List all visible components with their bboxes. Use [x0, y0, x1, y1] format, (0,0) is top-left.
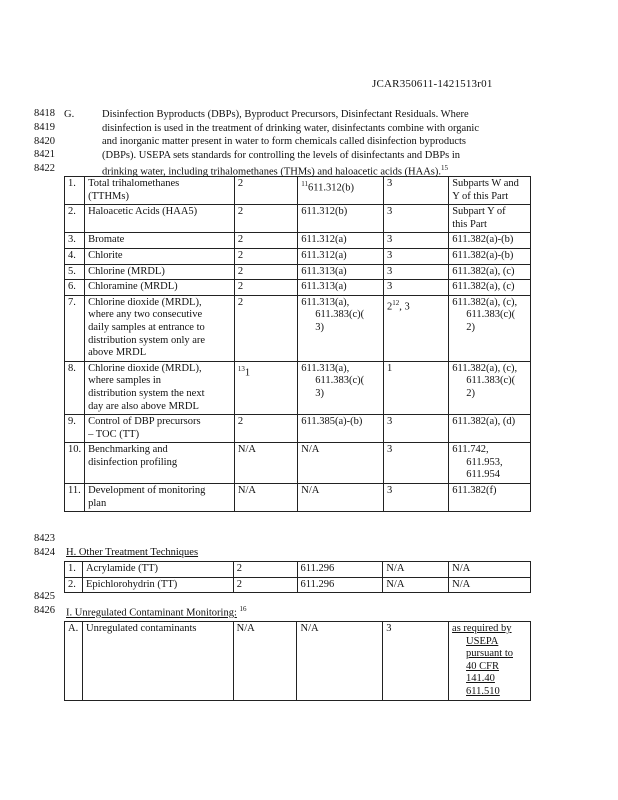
cell-line: 611.382(a)-(b)	[452, 249, 514, 261]
cell-line: 611.510	[466, 685, 500, 697]
rule-ref-cell	[449, 177, 531, 205]
table-cell: N/A	[449, 577, 531, 593]
cell-line: Haloacetic Acids (HAA5)	[88, 206, 198, 218]
cell-text: 2	[237, 265, 244, 277]
cell-line: 611.382(a), (c)	[452, 281, 515, 293]
table-cell: N/A	[297, 622, 383, 701]
table-cell: A.	[65, 622, 83, 701]
cell-line: Chlorine (MRDL)	[88, 265, 165, 277]
cell-line: 611.383(c)(	[315, 309, 365, 321]
cell-text: , 3	[399, 301, 410, 313]
reporting-cell	[383, 177, 448, 205]
cell-text: 3	[386, 234, 393, 246]
frequency-cell	[234, 280, 297, 296]
table-cell: 1.	[65, 562, 83, 578]
contaminant-name	[85, 248, 235, 264]
reporting-cell	[383, 264, 448, 280]
section-h-title: H. Other Treatment Techniques	[66, 547, 199, 558]
contaminant-name	[85, 295, 235, 361]
cell-line: this Part	[452, 218, 487, 230]
paragraph-line: Disinfection Byproducts (DBPs), Byproduct Precursors, Disinfectant Residuals. Where	[102, 109, 469, 120]
frequency-cell	[234, 295, 297, 361]
rule-ref-cell	[449, 264, 531, 280]
cell-text: 3	[386, 249, 393, 261]
cell-line: 611.313(a),	[301, 296, 350, 308]
cell-text: 3	[386, 178, 393, 189]
section-ref-cell	[298, 361, 384, 414]
section-ref-cell	[298, 295, 384, 361]
cell-line: Subpart Y of	[452, 206, 506, 218]
cell-text: 2	[237, 296, 244, 308]
rule-ref-cell	[449, 248, 531, 264]
cell-line: 2)	[466, 321, 475, 333]
cell-text: 1	[386, 362, 393, 374]
contaminant-name	[85, 233, 235, 249]
line-number: 8424	[34, 547, 55, 558]
cell-line: 611.312(a)	[301, 234, 347, 246]
row-number: 7.	[65, 295, 85, 361]
cell-line: Subparts W and	[452, 178, 519, 189]
table-cell: 611.296	[297, 577, 383, 593]
table-cell: N/A	[233, 622, 297, 701]
rule-ref-cell	[449, 205, 531, 233]
table-row	[65, 264, 531, 280]
dbp-table	[64, 176, 531, 512]
cell-line: pursuant to	[466, 648, 513, 660]
contaminant-name	[85, 443, 235, 484]
cell-line: 141.40	[466, 673, 495, 685]
cell-text: 2	[237, 281, 244, 293]
cell-line: 611.382(f)	[452, 485, 497, 497]
rule-ref-cell	[449, 233, 531, 249]
frequency-cell	[234, 415, 297, 443]
row-number: 10.	[65, 443, 85, 484]
unregulated-table	[64, 621, 531, 701]
cell-line: where any two consecutive	[88, 309, 203, 321]
table-row	[65, 295, 531, 361]
footnote-ref: 11	[301, 180, 309, 188]
cell-line: 611.385(a)-(b)	[301, 416, 363, 428]
cell-line: day are also above MRDL	[88, 400, 199, 412]
cell-line: 611.382(a), (d)	[452, 416, 516, 428]
table-row	[65, 484, 531, 512]
cell-text: 2	[237, 249, 244, 261]
row-number: 6.	[65, 280, 85, 296]
line-number: 8419	[34, 122, 55, 133]
cell-line: Chlorine dioxide (MRDL),	[88, 296, 202, 308]
cell-line: daily samples at entrance to	[88, 321, 205, 333]
cell-line: 611.313(a)	[301, 281, 347, 293]
cell-line: above MRDL	[88, 347, 147, 359]
cell-line: 611.382(a), (c)	[452, 265, 515, 277]
section-ref-cell	[298, 415, 384, 443]
row-number: 11.	[65, 484, 85, 512]
frequency-cell	[234, 248, 297, 264]
cell-text: 2	[237, 416, 244, 428]
contaminant-name	[85, 361, 235, 414]
cell-line: (TTHMs)	[88, 190, 129, 202]
table-row	[65, 415, 531, 443]
table-cell: Epichlorohydrin (TT)	[82, 577, 233, 593]
cell-text: 3	[386, 265, 393, 277]
cell-line: Benchmarking and	[88, 444, 168, 456]
table-cell: N/A	[449, 562, 531, 578]
table-cell: N/A	[383, 562, 449, 578]
row-number: 3.	[65, 233, 85, 249]
cell-line: 2)	[466, 387, 475, 399]
contaminant-name	[85, 264, 235, 280]
frequency-cell	[234, 233, 297, 249]
rule-ref-cell	[449, 415, 531, 443]
contaminant-name	[85, 415, 235, 443]
section-ref-cell	[298, 205, 384, 233]
cell-line: 611.953,	[466, 456, 503, 468]
reporting-cell	[383, 248, 448, 264]
cell-line: 611.383(c)(	[315, 375, 365, 387]
cell-text: 3	[386, 444, 393, 456]
frequency-cell	[234, 484, 297, 512]
table-row	[65, 177, 531, 205]
frequency-cell	[234, 443, 297, 484]
footnote-ref: 12	[392, 298, 400, 307]
table-row	[65, 622, 531, 701]
reporting-cell	[383, 233, 448, 249]
reporting-cell	[383, 443, 448, 484]
cell-text: 611.312(b)	[308, 182, 354, 194]
line-number: 8426	[34, 605, 55, 616]
table-row	[65, 233, 531, 249]
table-cell: N/A	[383, 577, 449, 593]
cell-line: as required by	[452, 623, 512, 634]
cell-line: Chlorite	[88, 249, 123, 261]
reporting-cell	[383, 415, 448, 443]
cell-line: Chlorine dioxide (MRDL),	[88, 362, 202, 374]
section-i-title: I. Unregulated Contaminant Monitoring: $^{16}$	[66, 605, 247, 619]
paragraph-line: disinfection is used in the treatment of drinking water, disinfectants combine with organic	[102, 122, 480, 134]
cell-text: 2	[237, 178, 244, 189]
cell-line: 611.383(c)(	[466, 309, 516, 321]
cell-text: 2	[237, 206, 244, 218]
cell-line: 611.382(a), (c),	[452, 296, 518, 308]
section-ref-cell	[298, 280, 384, 296]
frequency-cell	[234, 361, 297, 414]
cell-line: N/A	[301, 444, 320, 456]
cell-line: 611.954	[466, 469, 500, 481]
row-number: 8.	[65, 361, 85, 414]
cell-line: 3)	[315, 321, 325, 333]
table-row	[65, 562, 531, 578]
cell-line: 611.382(a)-(b)	[452, 234, 514, 246]
section-ref-cell	[298, 248, 384, 264]
table-row	[65, 443, 531, 484]
cell-text: 1	[244, 367, 251, 379]
reporting-cell	[383, 484, 448, 512]
cell-line: distribution system the next	[88, 387, 205, 399]
line-number: 8423	[34, 533, 55, 544]
cell-line: N/A	[301, 485, 320, 497]
table-row	[65, 577, 531, 593]
reporting-cell	[383, 205, 448, 233]
row-number: 5.	[65, 264, 85, 280]
cell-text: 2	[237, 234, 244, 246]
rule-ref-cell	[449, 622, 531, 701]
row-number: 9.	[65, 415, 85, 443]
frequency-cell	[234, 264, 297, 280]
rule-ref-cell	[449, 295, 531, 361]
table-row	[65, 248, 531, 264]
cell-line	[301, 178, 380, 195]
cell-line: Development of monitoring	[88, 485, 206, 497]
cell-line: 611.382(a), (c),	[452, 362, 518, 374]
line-number: 8420	[34, 136, 55, 147]
cell-line: distribution system only are	[88, 334, 206, 346]
cell-line: 40 CFR	[466, 660, 500, 672]
document-id: JCAR350611-1421513r01	[372, 78, 493, 90]
cell-text: 3	[386, 416, 393, 428]
table-row	[65, 205, 531, 233]
contaminant-name	[85, 484, 235, 512]
contaminant-name	[85, 280, 235, 296]
cell-text: 3	[386, 206, 393, 218]
cell-line: Control of DBP precursors	[88, 416, 201, 428]
cell-text: 3	[386, 485, 393, 497]
table-cell: 2	[233, 577, 297, 593]
cell-line: plan	[88, 497, 107, 509]
table-cell: 3	[383, 622, 449, 701]
table-cell: Acrylamide (TT)	[82, 562, 233, 578]
reporting-cell	[383, 295, 448, 361]
footnote-ref: 13	[237, 364, 245, 373]
reporting-cell	[383, 361, 448, 414]
table-row	[65, 280, 531, 296]
paragraph-line: (DBPs). USEPA sets standards for controlling the levels of disinfectants and DBPs in	[102, 149, 461, 161]
reporting-cell	[383, 280, 448, 296]
cell-line: 611.383(c)(	[466, 375, 516, 387]
footnote-ref: 15	[440, 164, 448, 173]
section-ref-cell	[298, 177, 384, 205]
paragraph-line: and inorganic matter present in water to form chemicals called disinfection byproducts	[102, 136, 466, 148]
section-ref-cell	[298, 264, 384, 280]
cell-line: disinfection profiling	[88, 456, 178, 468]
rule-ref-cell	[449, 280, 531, 296]
row-number: 2.	[65, 205, 85, 233]
cell-line: 611.312(b)	[301, 206, 348, 218]
frequency-cell	[234, 205, 297, 233]
cell-line: Y of this Part	[452, 190, 509, 202]
cell-line: where samples in	[88, 375, 162, 387]
line-number: 8421	[34, 149, 55, 160]
cell-line: 611.742,	[452, 444, 489, 456]
treatment-table	[64, 561, 531, 593]
cell-line: USEPA	[466, 635, 499, 647]
contaminant-name	[85, 205, 235, 233]
rule-ref-cell	[449, 361, 531, 414]
cell-line: 611.313(a),	[301, 362, 350, 374]
row-number: 1.	[65, 177, 85, 205]
table-cell: 2	[233, 562, 297, 578]
line-number: 8422	[34, 163, 55, 174]
cell-line: 3)	[315, 387, 325, 399]
paragraph-line: drinking water, including trihalomethanes (THMs) and haloacetic acids (HAAs).	[102, 166, 441, 178]
table-row	[65, 361, 531, 414]
cell-line: Bromate	[88, 234, 125, 246]
cell-text: 3	[386, 281, 393, 293]
rule-ref-cell	[449, 484, 531, 512]
line-number: 8418	[34, 108, 55, 119]
table-cell: 2.	[65, 577, 83, 593]
cell-text: N/A	[237, 444, 256, 456]
table-cell: Unregulated contaminants	[82, 622, 233, 701]
cell-text: N/A	[237, 485, 256, 497]
line-number: 8425	[34, 591, 55, 602]
rule-ref-cell	[449, 443, 531, 484]
section-ref-cell	[298, 233, 384, 249]
cell-line: Total trihalomethanes	[88, 178, 180, 189]
frequency-cell	[234, 177, 297, 205]
table-cell: 611.296	[297, 562, 383, 578]
cell-line: 611.313(a)	[301, 265, 347, 277]
cell-line: Chloramine (MRDL)	[88, 281, 178, 293]
section-ref-cell	[298, 443, 384, 484]
cell-line: 611.312(a)	[301, 249, 347, 261]
section-g-letter: G.	[64, 109, 75, 120]
cell-line: – TOC (TT)	[88, 428, 140, 440]
contaminant-name	[85, 177, 235, 205]
section-ref-cell	[298, 484, 384, 512]
cell-text: 2	[386, 301, 393, 313]
row-number: 4.	[65, 248, 85, 264]
